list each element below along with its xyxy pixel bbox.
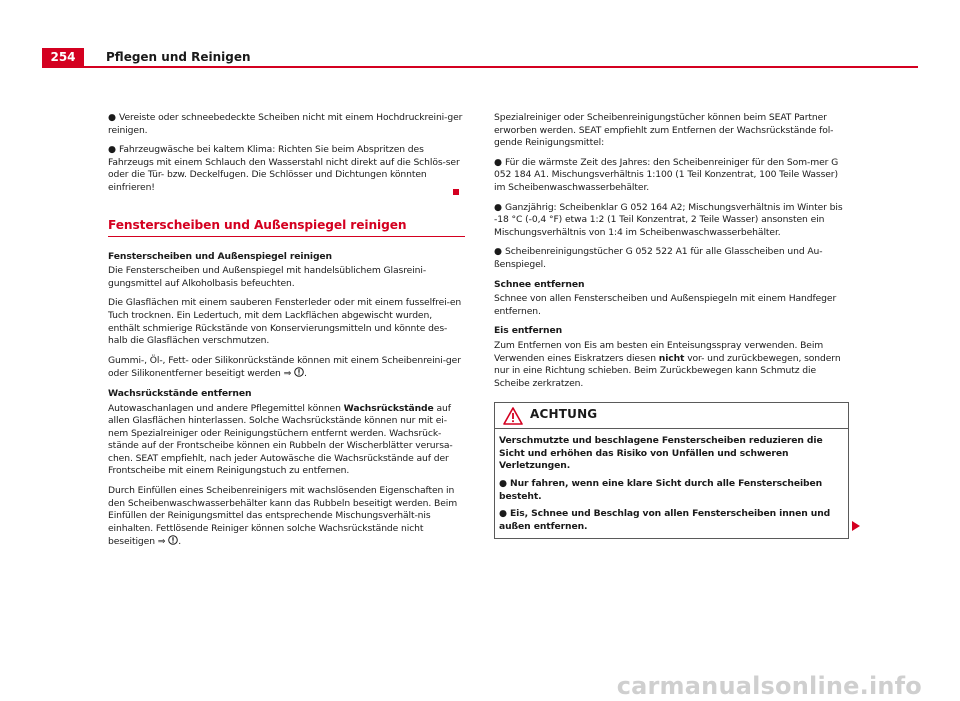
paragraph: Gummi-, Öl-, Fett- oder Silikonrückstände können mit einem Scheibenreini-ger oder Silikonentferner beseitigt werden ⇒ . — [108, 354, 461, 380]
page-number: 254 — [42, 48, 84, 66]
warning-body — [495, 429, 848, 538]
warning-header — [495, 403, 848, 429]
bullet-icon: ● — [494, 246, 502, 258]
sub-heading: Schnee entfernen — [494, 278, 585, 290]
watermark-logo: carmanualsonline.info — [616, 672, 922, 700]
bullet-text: Fahrzeugwäsche bei kaltem Klima: Richten Sie beim Abspritzen des Fahrzeugs mit einem Schlauch den Wasserstahl nicht direkt auf die Schlös-ser oder die Tür- bzw. Deckelfugen. Die Schlösser und Dichtungen könnten einfrieren! — [108, 144, 460, 193]
sub-heading: Eis entfernen — [494, 325, 563, 337]
bullet-icon: ● — [494, 201, 502, 213]
bullet-text: Vereiste oder schneebedeckte Scheiben nicht mit einem Hochdruckreini-ger reinigen. — [108, 112, 463, 136]
bullet-item — [494, 202, 849, 240]
warning-triangle-icon — [503, 407, 523, 425]
paragraph: Schnee von allen Fensterscheiben und Außenspiegeln mit einem Handfeger entfernen. — [494, 293, 837, 317]
caution-circle-icon — [168, 535, 178, 545]
page-header — [42, 48, 918, 68]
bullet-item — [108, 112, 465, 137]
warning-box — [494, 402, 849, 539]
sub-heading: Wachsrückstände entfernen — [108, 387, 252, 399]
bullet-icon: ● — [108, 112, 116, 123]
reference-link[interactable]: ⇒ — [158, 536, 178, 547]
bullet-item — [494, 246, 849, 271]
paragraph: Spezialreiniger oder Scheibenreinigungstücher können beim SEAT Partner erworben werden. SEAT empfiehlt zum Entfernen der Wachsrückstände fol-gende Reinigungsmittel: — [494, 112, 834, 149]
caution-circle-icon — [294, 367, 304, 377]
bullet-text: Ganzjährig: Scheibenklar G 052 164 A2; Mischungsverhältnis im Winter bis -18 °C (-0,4 °F) etwa 1:2 (1 Teil Konzentrat, 2 Teile Wasser) ansonsten ein Mischungsverhältnis von 1:4 im Scheibenwaschwasserbehälter. — [494, 201, 843, 238]
bullet-text: Scheibenreinigungstücher G 052 522 A1 für alle Glasscheiben und Au-ßenspiegel. — [494, 246, 823, 270]
warning-title: ACHTUNG — [530, 407, 598, 422]
warning-text: Verschmutzte und beschlagene Fensterscheiben reduzieren die Sicht und erhöhen das Risiko von Unfällen und schweren Verletzungen. — [499, 435, 823, 472]
section-end-marker — [453, 189, 459, 195]
footer — [0, 669, 960, 701]
paragraph: Die Fensterscheiben und Außenspiegel mit handelsüblichem Glasreini-gungsmittel auf Alkoholbasis befeuchten. — [108, 265, 427, 289]
paragraph: Die Glasflächen mit einem sauberen Fensterleder oder mit einem fusselfrei-en Tuch trocknen. Ein Ledertuch, mit dem Lackflächen abgewischt wurden, enthält schmierige Rückstände von Konservierungsmitteln und könnte des-halb die Glasflächen verschmutzen. — [108, 297, 462, 347]
section-title: Fensterscheiben und Außenspiegel reinigen — [108, 217, 465, 237]
continue-arrow-icon — [852, 521, 860, 531]
bullet-item — [108, 144, 465, 194]
chapter-title: Pflegen und Reinigen — [106, 50, 251, 64]
bullet-icon: ● — [499, 508, 507, 520]
paragraph: Autowaschanlagen und andere Pflegemittel können Wachsrückstände auf allen Glasflächen hinterlassen. Solche Wachsrückstände können nur mit ei-nem Spezialreiniger oder Reinigungstüchern entfernt werden. Wachsrück-stände auf der Frontscheibe können ein Rubbeln der Wischerblätter verursa-chen. SEAT empfiehlt, nach jeder Autowäsche die Wachsrückstände auf der Frontscheibe mit einem Reinigungstuch zu entfernen. — [108, 402, 453, 477]
bullet-text: Für die wärmste Zeit des Jahres: den Scheibenreiniger für den Som-mer G 052 184 A1. Mischungsverhältnis 1:100 (1 Teil Konzentrat, 100 Teile Wasser) im Scheibenwaschwasserbehälter. — [494, 156, 839, 193]
sub-heading: Fensterscheiben und Außenspiegel reinigen — [108, 250, 332, 262]
warning-bullet: ● Nur fahren, wenn eine klare Sicht durch alle Fensterscheiben besteht. — [499, 478, 823, 502]
paragraph: Durch Einfüllen eines Scheibenreinigers mit wachslösenden Eigenschaften in den Scheibenwaschwasserbehälter kann das Rubbeln beseitigt werden. Beim Einfüllen der Reinigungsmittel das entsprechende Mischungsverhält-nis einhalten. Fettlösende Reiniger können solche Wachsrückstände nicht beseitigen ⇒ . — [108, 485, 458, 548]
bullet-icon: ● — [499, 478, 507, 490]
paragraph: Zum Entfernen von Eis am besten ein Enteisungsspray verwenden. Beim Verwenden eines Eiskratzers diesen nicht vor- und zurückbewegen, sondern nur in eine Richtung schieben. Beim Zurückbewegen kann Schmutz die Scheibe zerkratzen. — [494, 339, 841, 389]
warning-bullet: ● Eis, Schnee und Beschlag von allen Fensterscheiben innen und außen entfernen. — [499, 508, 831, 532]
bullet-icon: ● — [494, 156, 502, 168]
left-column — [108, 112, 465, 556]
reference-link[interactable]: ⇒ — [284, 368, 304, 379]
bullet-icon: ● — [108, 144, 116, 156]
right-column — [494, 112, 849, 539]
bullet-item — [494, 157, 849, 195]
